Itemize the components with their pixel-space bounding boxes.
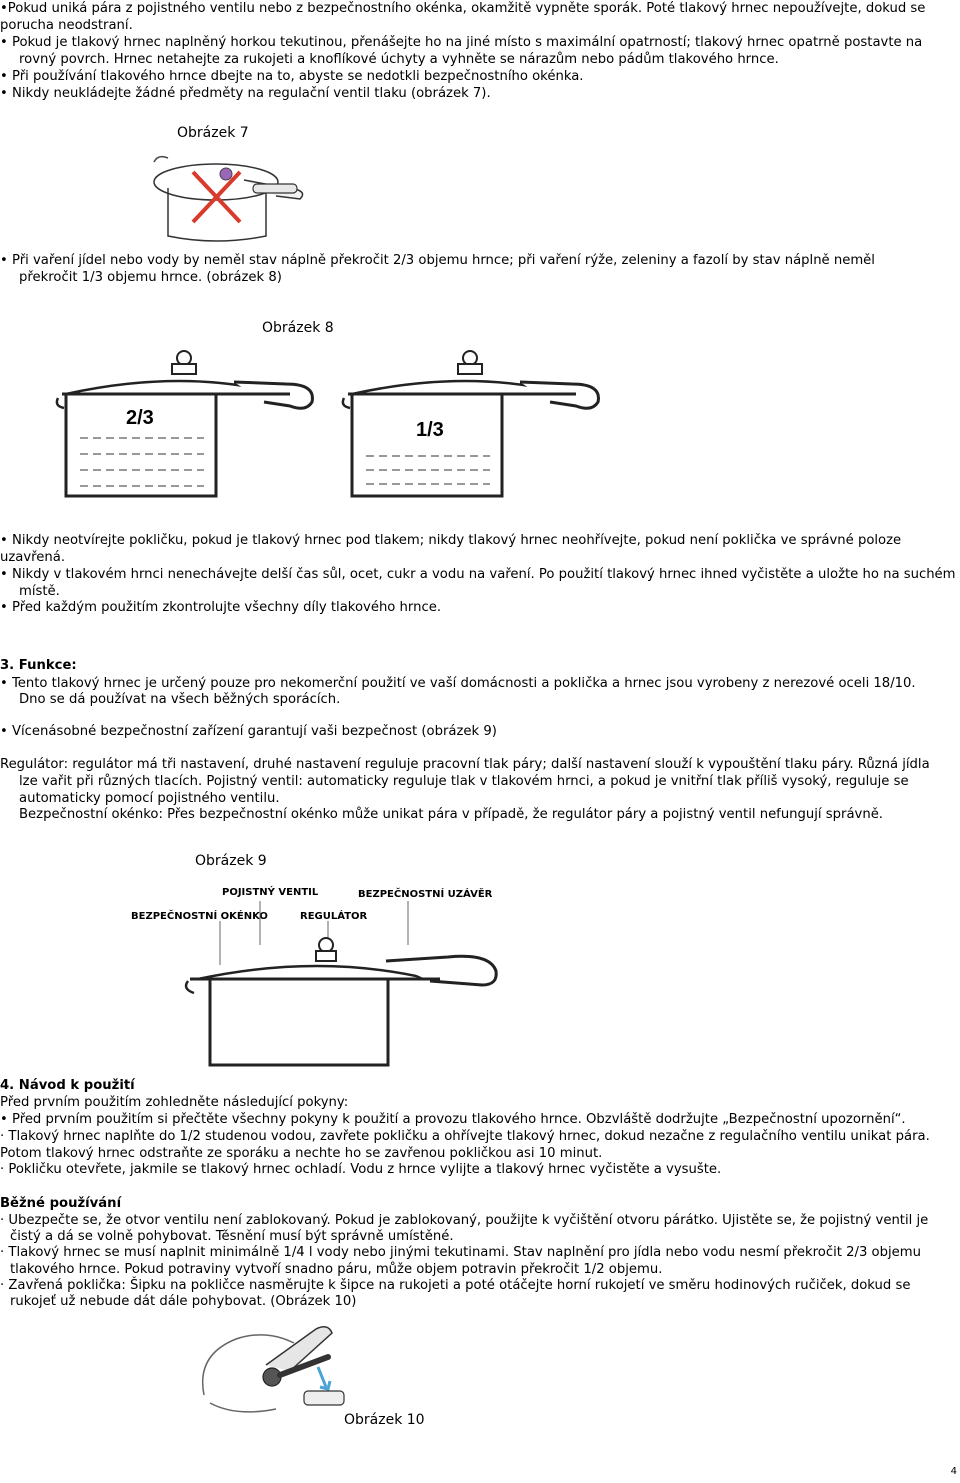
label-regulator: REGULÁTOR	[300, 911, 368, 922]
paragraph-carry-hot-1: • Pokud je tlakový hrnec naplněný horkou tekutinou, přenášejte ho na jiné místo s maximální opatrností; tlakový hrnec opatrně postavte na	[0, 35, 923, 50]
paragraph-close-lid-1: · Zavřená poklička: Šipku na pokličce nasměrujte k šipce na rukojeti a poté otáčejte horní rukojetí ve směru hodinových ručiček, dokud se	[0, 1278, 911, 1293]
paragraph-fill-level-2: překročit 1/3 objemu hrnce. (obrázek 8)	[19, 270, 282, 285]
label-safety-window: BEZPEČNOSTNÍ OKÉNKO	[131, 911, 268, 922]
section-4-heading: 4. Návod k použití	[0, 1078, 135, 1093]
paragraph-no-objects: • Nikdy neukládejte žádné předměty na regulační ventil tlaku (obrázek 7).	[0, 86, 491, 101]
figure-8-pot-one-third	[340, 346, 606, 506]
paragraph-close-lid-2: rukojeť už nebude dát dále pohybovat. (Obrázek 10)	[10, 1294, 357, 1309]
paragraph-first-fill-1: · Tlakový hrnec naplňte do 1/2 studenou vodou, zavřete pokličku a ohřívejte tlakový hrnec, dokud nezačne z regulačního ventilu unikat pára.	[0, 1129, 930, 1144]
paragraph-regulator-1: Regulátor: regulátor má tři nastavení, druhé nastavení reguluje pracovní tlak páry; další nastavení slouží k vypouštění tlaku páry. Různá jídla	[0, 757, 930, 772]
paragraph-valve-check-2: čistý a dá se volně pohybovat. Těsnění musí být správně umístěné.	[10, 1229, 454, 1244]
figure-10-lid-closing	[196, 1325, 356, 1415]
paragraph-valve-check-1: · Ubezpečte se, že otvor ventilu není zablokovaný. Pokud je zablokovaný, použijte k vyčištění otvoru párátko. Ujistěte se, že pojistný ventil je	[0, 1213, 929, 1228]
label-safety-valve: POJISTNÝ VENTIL	[222, 887, 319, 898]
normal-use-heading: Běžné používání	[0, 1196, 122, 1211]
paragraph-min-fill-2: tlakového hrnce. Pokud potraviny vytvoří snadno páru, může objem potravin překročit 1/2 objemu.	[10, 1262, 663, 1277]
figure-10-caption: Obrázek 10	[344, 1412, 425, 1428]
figure-7-caption: Obrázek 7	[177, 125, 249, 141]
paragraph-steam-leak: •Pokud uniká pára z pojistného ventilu nebo z bezpečnostního okénka, okamžitě vypněte sporák. Poté tlakový hrnec nepoužívejte, dokud se porucha neodstraní.	[0, 1, 926, 33]
paragraph-safety-window: • Při používání tlakového hrnce dbejte na to, abyste se nedotkli bezpečnostního okénka.	[0, 69, 584, 84]
figure-9-caption: Obrázek 9	[195, 853, 267, 869]
paragraph-carry-hot-2: rovný povrch. Hrnec netahejte za rukojeti a knoflíkové úchyty a vyhněte se nárazům nebo pádům tlakového hrnce.	[19, 52, 779, 67]
paragraph-usage-1: • Tento tlakový hrnec je určený pouze pro nekomerční použití ve vaší domácnosti a poklička a hrnec jsou vyrobeny z nerezové oceli 18/10.	[0, 676, 916, 691]
section-3-heading: 3. Funkce:	[0, 658, 77, 673]
paragraph-safety-devices: • Vícenásobné bezpečnostní zařízení garantují vaši bezpečnost (obrázek 9)	[0, 724, 497, 739]
paragraph-read-instructions: • Před prvním použitím si přečtěte všechny pokyny k použití a provozu tlakového hrnce. Obzvláště dodržujte „Bezpečnostní upozornění“.	[0, 1112, 906, 1127]
fill-label-two-thirds: 2/3	[126, 407, 154, 429]
label-safety-lock: BEZPEČNOSTNÍ UZÁVĚR	[358, 889, 493, 900]
paragraph-first-fill-2: Potom tlakový hrnec odstraňte ze sporáku a nechte ho se zavřenou pokličkou asi 10 minut.	[0, 1146, 603, 1161]
paragraph-before-first-use: Před prvním použitím zohledněte následující pokyny:	[0, 1095, 349, 1110]
paragraph-fill-level-1: • Při vaření jídel nebo vody by neměl stav náplně překročit 2/3 objemu hrnce; při vaření rýže, zeleniny a fazolí by stav náplně neměl	[0, 253, 875, 268]
paragraph-check-parts: • Před každým použitím zkontrolujte všechny díly tlakového hrnce.	[0, 600, 442, 615]
paragraph-regulator-2: lze vařit při různých tlacích. Pojistný ventil: automaticky reguluje tlak v tlakovém hrnci, a pokud je vnitřní tlak příliš vysoký, reguluje se	[19, 774, 909, 789]
paragraph-no-salt-2: místě.	[19, 584, 60, 599]
fill-label-one-third: 1/3	[416, 419, 444, 441]
paragraph-safety-window-2: Bezpečnostní okénko: Přes bezpečnostní okénko může unikat pára v případě, že regulátor páry a pojistný ventil nefungují správně.	[19, 807, 884, 822]
paragraph-min-fill-1: · Tlakový hrnec se musí naplnit minimálně 1/4 l vody nebo jinými tekutinami. Stav naplnění pro jídla nebo vodu nesmí překročit 2/3 objemu	[0, 1245, 921, 1260]
page-number: 4	[950, 1466, 957, 1477]
paragraph-open-cooled: · Pokličku otevřete, jakmile se tlakový hrnec ochladí. Vodu z hrnce vylijte a tlakový hrnec vyčistěte a vysušte.	[0, 1162, 722, 1177]
figure-8-caption: Obrázek 8	[262, 320, 334, 336]
paragraph-never-open: • Nikdy neotvírejte pokličku, pokud je tlakový hrnec pod tlakem; nikdy tlakový hrnec neohřívejte, pokud není poklička ve správné poloze uzavřená.	[0, 533, 902, 565]
paragraph-usage-2: Dno se dá používat na všech běžných sporácích.	[19, 692, 341, 707]
paragraph-no-salt-1: • Nikdy v tlakovém hrnci nenechávejte delší čas sůl, ocet, cukr a vodu na vaření. Po použití tlakový hrnec ihned vyčistěte a uložte ho na suchém	[0, 567, 956, 582]
figure-8-pot-two-thirds	[54, 346, 320, 506]
figure-9-pot-parts	[160, 895, 520, 1075]
figure-7-illustration	[148, 150, 308, 245]
paragraph-regulator-3: automaticky pomocí pojistného ventilu.	[19, 791, 280, 806]
